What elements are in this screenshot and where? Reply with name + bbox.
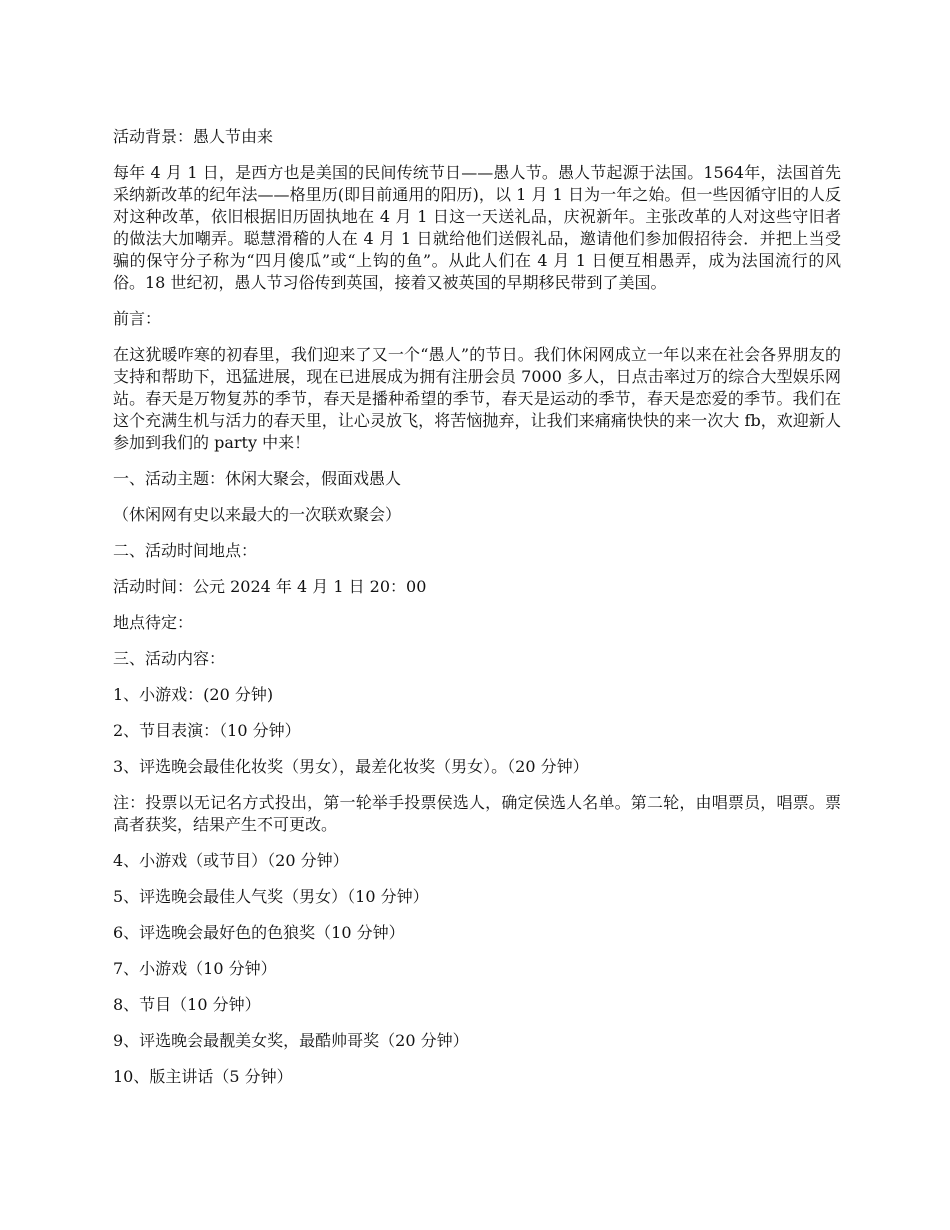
- list-item: 10、版主讲话（5 分钟）: [113, 1067, 293, 1086]
- list-item: 8、节目（10 分钟）: [113, 995, 261, 1014]
- background-paragraph: 每年 4 月 1 日，是西方也是美国的民间传统节日——愚人节。愚人节起源于法国。1564年，法国首先采纳新改革的纪年法——格里历(即目前通用的阳历)，以 1 月 1 日为一年之始。但一些因循守旧的人反对这种改革，依旧根据旧历固执地在 4 月 1 日这一天送礼品，庆祝新年。主张改革的人对这些守旧者的做法大加嘲弄。聪慧滑稽的人在 4 月 1 日就给他们送假礼品，邀请他们参加假招待会．并把上当受骗的保守分子称为“四月傻瓜”或“上钩的鱼”。从此人们在 4 月 1 日便互相愚弄，成为法国流行的风俗。18 世纪初，愚人节习俗传到英国，接着又被英国的早期移民带到了美国。: [113, 163, 841, 292]
- list-item: 9、评选晚会最靓美女奖，最酷帅哥奖（20 分钟）: [113, 1031, 469, 1050]
- activity-theme-note: （休闲网有史以来最大的一次联欢聚会）: [113, 505, 402, 524]
- list-item: 3、评选晚会最佳化妆奖（男女），最差化妆奖（男女）。（20 分钟）: [113, 757, 589, 776]
- document-page: [113, 126, 841, 1102]
- content-heading: 三、活动内容：: [113, 649, 226, 668]
- activity-time: 活动时间：公元 2024 年 4 月 1 日 20：00: [113, 577, 427, 596]
- preface-paragraph: 在这犹暖咋寒的初春里，我们迎来了又一个“愚人”的节日。我们休闲网成立一年以来在社会各界朋友的支持和帮助下，迅猛进展，现在已进展成为拥有注册会员 7000 多人，日点击率过万的综合大型娱乐网站。春天是万物复苏的季节，春天是播种希望的季节，春天是运动的季节，春天是恋爱的季节。我们在这个充满生机与活力的春天里，让心灵放飞，将苦恼抛弃，让我们来痛痛快快的来一次大 fb，欢迎新人参加到我们的 party 中来！: [113, 345, 841, 452]
- time-place-heading: 二、活动时间地点：: [113, 541, 258, 560]
- list-item: 5、评选晚会最佳人气奖（男女）（10 分钟）: [113, 887, 429, 906]
- list-item: 6、评选晚会最好色的色狼奖（10 分钟）: [113, 923, 405, 942]
- activity-place: 地点待定：: [113, 613, 194, 632]
- voting-note: 注：投票以无记名方式投出，第一轮举手投票侯选人，确定侯选人名单。第二轮，由唱票员，唱票。票高者获奖，结果产生不可更改。: [113, 793, 841, 834]
- list-item: 2、节目表演：（10 分钟）: [113, 721, 301, 740]
- preface-heading: 前言：: [113, 309, 162, 328]
- activity-theme: 一、活动主题：休闲大聚会，假面戏愚人: [113, 469, 402, 488]
- list-item: 1、小游戏：(20 分钟): [113, 685, 274, 704]
- list-item: 4、小游戏（或节目）（20 分钟）: [113, 851, 349, 870]
- list-item: 7、小游戏（10 分钟）: [113, 959, 277, 978]
- background-heading: 活动背景：愚人节由来: [113, 127, 274, 146]
